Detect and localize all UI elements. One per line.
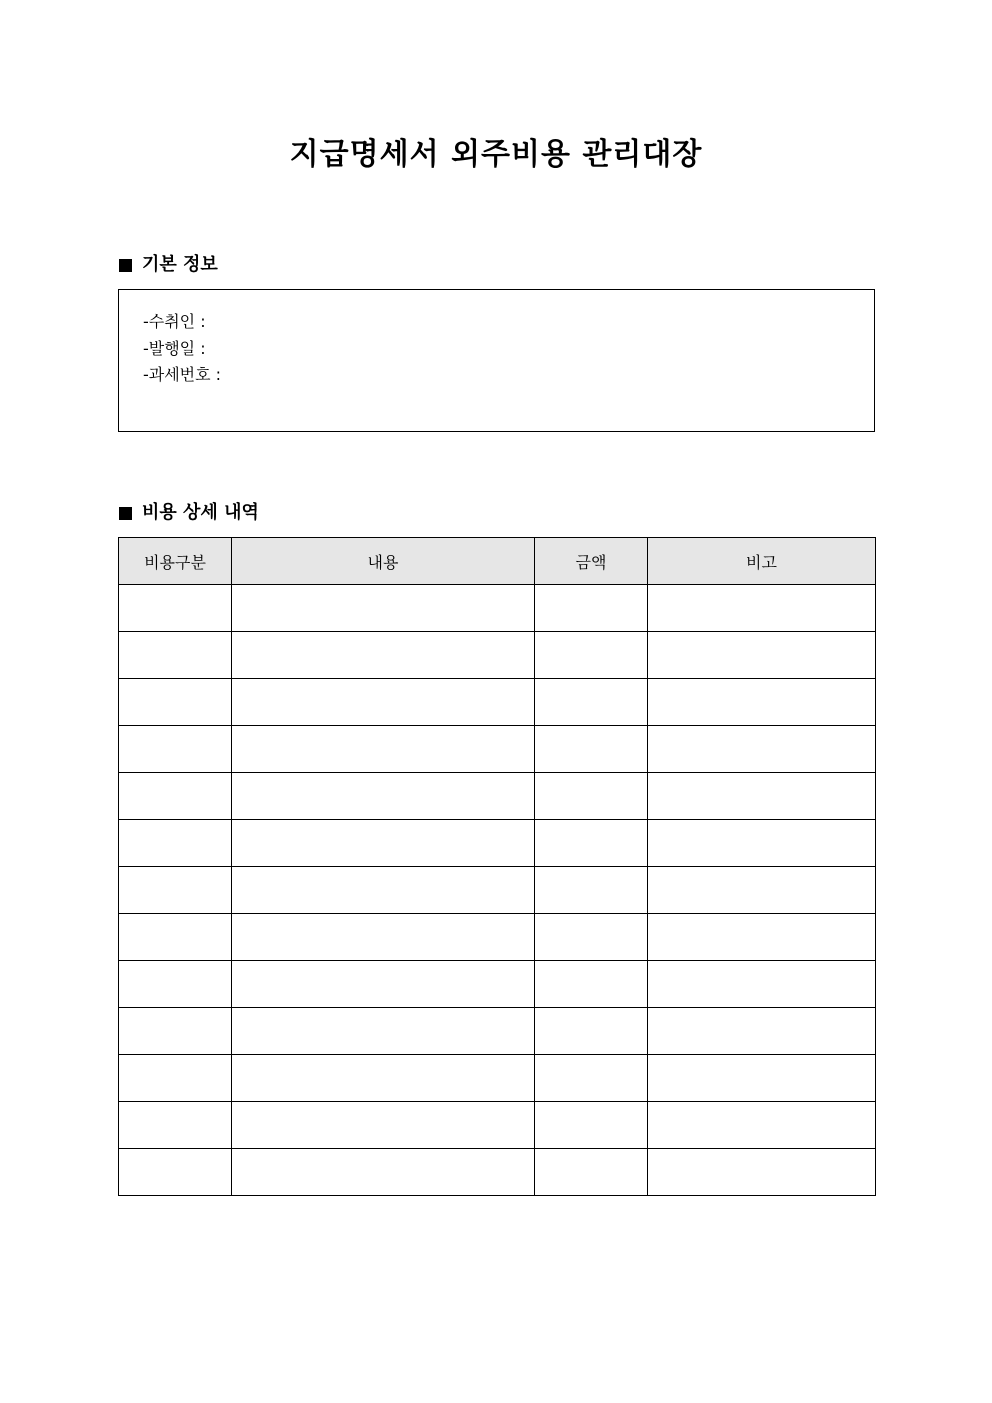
table-row [119,1008,876,1055]
cell-description[interactable] [232,1008,535,1055]
basic-info-heading-label: 기본 정보 [142,254,218,275]
issue-date-line: -발행일 : [143,338,206,358]
cell-description[interactable] [232,1102,535,1149]
cell-amount[interactable] [535,773,648,820]
cell-note[interactable] [648,1008,876,1055]
cell-category[interactable] [119,773,232,820]
cell-description[interactable] [232,726,535,773]
cell-description[interactable] [232,585,535,632]
table-row [119,914,876,961]
cell-amount[interactable] [535,914,648,961]
expense-details-heading-label: 비용 상세 내역 [142,502,259,523]
column-header-category: 비용구분 [119,538,232,585]
cell-category[interactable] [119,1055,232,1102]
square-bullet-icon [119,259,132,272]
cell-amount[interactable] [535,1055,648,1102]
cell-amount[interactable] [535,820,648,867]
cell-category[interactable] [119,820,232,867]
cell-amount[interactable] [535,679,648,726]
cell-description[interactable] [232,632,535,679]
table-row [119,1149,876,1196]
page-title: 지급명세서 외주비용 관리대장 [289,137,703,172]
cell-amount[interactable] [535,1149,648,1196]
table-row [119,820,876,867]
cell-description[interactable] [232,867,535,914]
table-row [119,867,876,914]
cell-category[interactable] [119,1149,232,1196]
expense-table [118,537,876,1196]
table-row [119,1055,876,1102]
cell-amount[interactable] [535,632,648,679]
cell-note[interactable] [648,726,876,773]
cell-amount[interactable] [535,1008,648,1055]
cell-description[interactable] [232,679,535,726]
expense-details-heading [119,500,259,526]
basic-info-lines [143,309,221,389]
cell-amount[interactable] [535,961,648,1008]
square-bullet-icon [119,507,132,520]
column-header-description: 내용 [232,538,535,585]
cell-note[interactable] [648,585,876,632]
cell-description[interactable] [232,961,535,1008]
table-row [119,1102,876,1149]
cell-note[interactable] [648,1102,876,1149]
cell-note[interactable] [648,679,876,726]
cell-category[interactable] [119,585,232,632]
table-row [119,585,876,632]
cell-category[interactable] [119,867,232,914]
cell-description[interactable] [232,914,535,961]
cell-amount[interactable] [535,1102,648,1149]
cell-note[interactable] [648,867,876,914]
cell-description[interactable] [232,773,535,820]
tax-number-line: -과세번호 : [143,365,222,384]
table-row [119,773,876,820]
cell-category[interactable] [119,632,232,679]
cell-category[interactable] [119,726,232,773]
cell-category[interactable] [119,961,232,1008]
cell-amount[interactable] [535,867,648,914]
cell-description[interactable] [232,1149,535,1196]
cell-category[interactable] [119,679,232,726]
recipient-line: -수취인 : [143,312,206,331]
cell-note[interactable] [648,1055,876,1102]
cell-amount[interactable] [535,585,648,632]
cell-note[interactable] [648,1149,876,1196]
cell-description[interactable] [232,1055,535,1102]
column-header-note: 비고 [648,538,876,585]
cell-category[interactable] [119,1008,232,1055]
cell-note[interactable] [648,961,876,1008]
cell-note[interactable] [648,914,876,961]
cell-note[interactable] [648,820,876,867]
cell-description[interactable] [232,820,535,867]
table-row [119,726,876,773]
cell-category[interactable] [119,1102,232,1149]
cell-note[interactable] [648,773,876,820]
cell-note[interactable] [648,632,876,679]
table-header-row [119,538,876,585]
cell-category[interactable] [119,914,232,961]
basic-info-heading [119,252,218,278]
column-header-amount: 금액 [535,538,648,585]
basic-info-box [118,289,875,432]
table-row [119,679,876,726]
table-row [119,632,876,679]
table-row [119,961,876,1008]
cell-amount[interactable] [535,726,648,773]
